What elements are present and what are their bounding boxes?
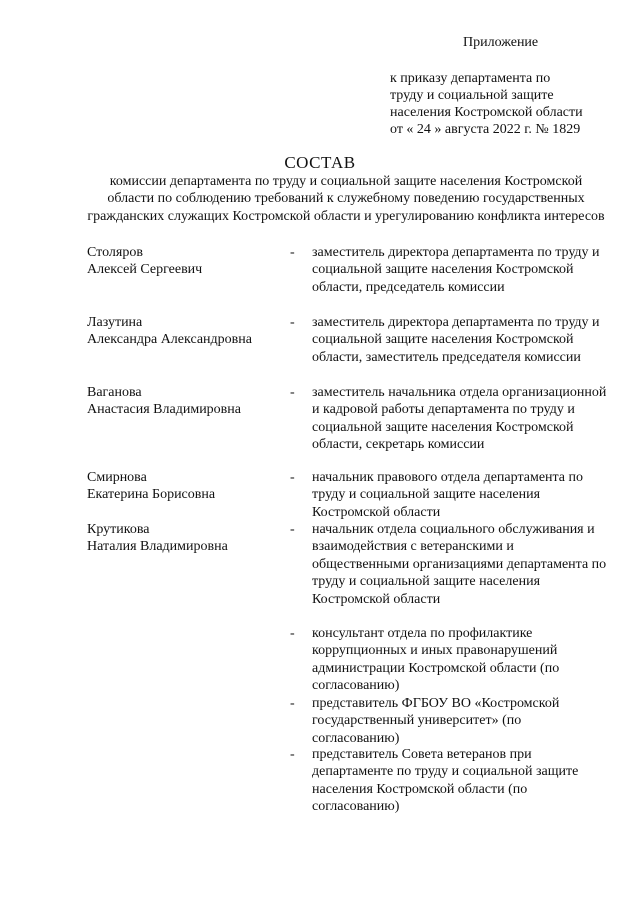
member-role: консультант отдела по профилактике коррупционных и иных правонарушений администрации Костромской области (по согласованию): [312, 626, 560, 694]
member-name: [87, 521, 277, 556]
document-title: СОСТАВ: [284, 153, 356, 172]
member-role: заместитель директора департамента по труду и социальной защите населения Костромской области, председатель комиссии: [312, 245, 600, 295]
order-line: от « 24 » августа 2022 г. № 1829: [390, 122, 581, 137]
member-given-name: Алексей Сергеевич: [87, 262, 203, 278]
member-surname: Лазутина: [87, 315, 143, 330]
member-given-name: Александра Александровна: [87, 332, 252, 348]
dash-separator: -: [290, 626, 295, 641]
dash-separator: -: [290, 245, 295, 260]
member-role: заместитель начальника отдела организационной и кадровой работы департамента по труду и социальной защите населения Костромской области, секретарь комиссии: [312, 385, 607, 453]
dash-separator: -: [290, 696, 295, 711]
member-role: представитель ФГБОУ ВО «Костромской государственный университет» (по согласованию): [312, 696, 560, 746]
member-role: представитель Совета ветеранов при департаменте по труду и социальной защите населения Костромской области (по согласованию): [312, 747, 579, 815]
dash-separator: -: [290, 522, 295, 537]
member-role: начальник правового отдела департамента по труду и социальной защите населения Костромской области: [312, 470, 584, 520]
member-name: [87, 384, 277, 419]
member-given-name: Анастасия Владимировна: [87, 402, 241, 418]
member-given-name: Екатерина Борисовна: [87, 487, 216, 503]
dash-separator: -: [290, 385, 295, 400]
member-surname: Ваганова: [87, 385, 142, 400]
dash-separator: -: [290, 747, 295, 762]
member-name: [87, 244, 277, 279]
member-surname: Смирнова: [87, 470, 147, 485]
member-surname: Столяров: [87, 245, 143, 260]
order-line: к приказу департамента по: [390, 71, 551, 86]
appendix-label: Приложение: [463, 35, 539, 50]
order-line: населения Костромской области: [390, 105, 583, 120]
order-line: труду и социальной защите: [390, 88, 554, 103]
dash-separator: -: [290, 470, 295, 485]
member-surname: Крутикова: [87, 522, 150, 537]
member-given-name: Наталия Владимировна: [87, 539, 228, 555]
member-name: [87, 469, 277, 504]
member-role: заместитель директора департамента по труду и социальной защите населения Костромской области, заместитель председателя комиссии: [312, 315, 600, 365]
dash-separator: -: [290, 315, 295, 330]
member-role: начальник отдела социального обслуживания и взаимодействия с ветеранскими и общественными организациями департамента по труду и социальной защите населения Костромской области: [312, 522, 607, 607]
member-name: [87, 314, 277, 349]
order-reference: [390, 70, 630, 138]
document-subtitle: комиссии департамента по труду и социальной защите населения Костромской области по соблюдению требований к служебному поведению государственных гражданских служащих Костромской области и урегулированию конфликта интересов: [87, 174, 605, 224]
